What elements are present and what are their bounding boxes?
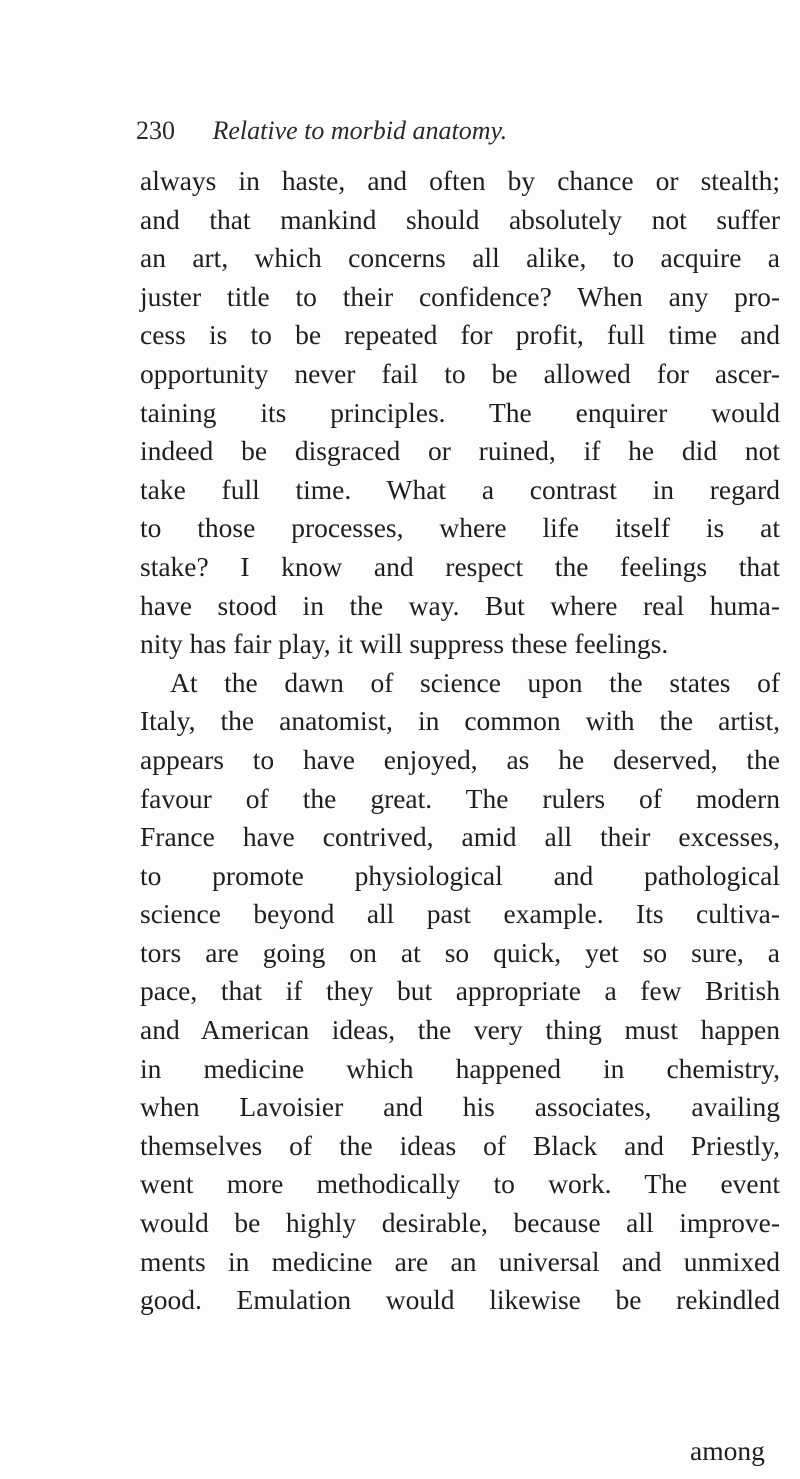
text-line: themselves of the ideas of Black and Priestly, [140, 1129, 780, 1161]
text-line: favour of the great. The rulers of modern [140, 782, 780, 814]
text-line: Italy, the anatomist, in common with the artist, [140, 705, 780, 737]
text-line: indeed be disgraced or ruined, if he did not [140, 435, 780, 467]
text-line: good. Emulation would likewise be rekindled [140, 1284, 780, 1316]
text-line: went more methodically to work. The event [140, 1168, 780, 1200]
text-line: would be highly desirable, because all improve- [140, 1207, 780, 1239]
text-line: cess is to be repeated for profit, full time and [140, 319, 780, 351]
text-line: always in haste, and often by chance or stealth; [140, 165, 780, 196]
text-line: pace, that if they but appropriate a few British [140, 975, 780, 1007]
text-line: ments in medicine are an universal and unmixed [140, 1245, 780, 1277]
paragraph-start-line: At the dawn of science upon the states of [170, 666, 780, 698]
text-line: an art, which concerns all alike, to acquire a [140, 242, 780, 274]
running-title: Relative to morbid anatomy. [212, 116, 508, 145]
text-line: France have contrived, amid all their excesses, [140, 821, 780, 853]
text-line: tors are going on at so quick, yet so sure, a [140, 936, 780, 968]
text-line: take full time. What a contrast in regard [140, 473, 780, 505]
text-line: appears to have enjoyed, as he deserved, the [140, 743, 780, 775]
body-text [140, 162, 780, 1320]
text-line: to promote physiological and pathological [140, 859, 780, 891]
text-line: juster title to their confidence? When any pro- [140, 280, 780, 312]
text-line: and that mankind should absolutely not suffer [140, 203, 780, 235]
text-line: to those processes, where life itself is at [140, 512, 780, 544]
text-line: and American ideas, the very thing must happen [140, 1014, 780, 1046]
text-line: stake? I know and respect the feelings that [140, 550, 780, 582]
text-line: opportunity never fail to be allowed for ascer- [140, 357, 780, 389]
page-header [136, 116, 776, 146]
text-line: when Lavoisier and his associates, availing [140, 1091, 780, 1123]
page-number: 230 [136, 116, 175, 145]
text-line: have stood in the way. But where real huma- [140, 589, 780, 621]
catchword: among [690, 1435, 765, 1466]
text-line: taining its principles. The enquirer would [140, 396, 780, 428]
text-line: in medicine which happened in chemistry, [140, 1052, 780, 1084]
text-line: nity has fair play, it will suppress these feelings. [140, 628, 669, 660]
text-line: science beyond all past example. Its cultiva- [140, 898, 780, 930]
